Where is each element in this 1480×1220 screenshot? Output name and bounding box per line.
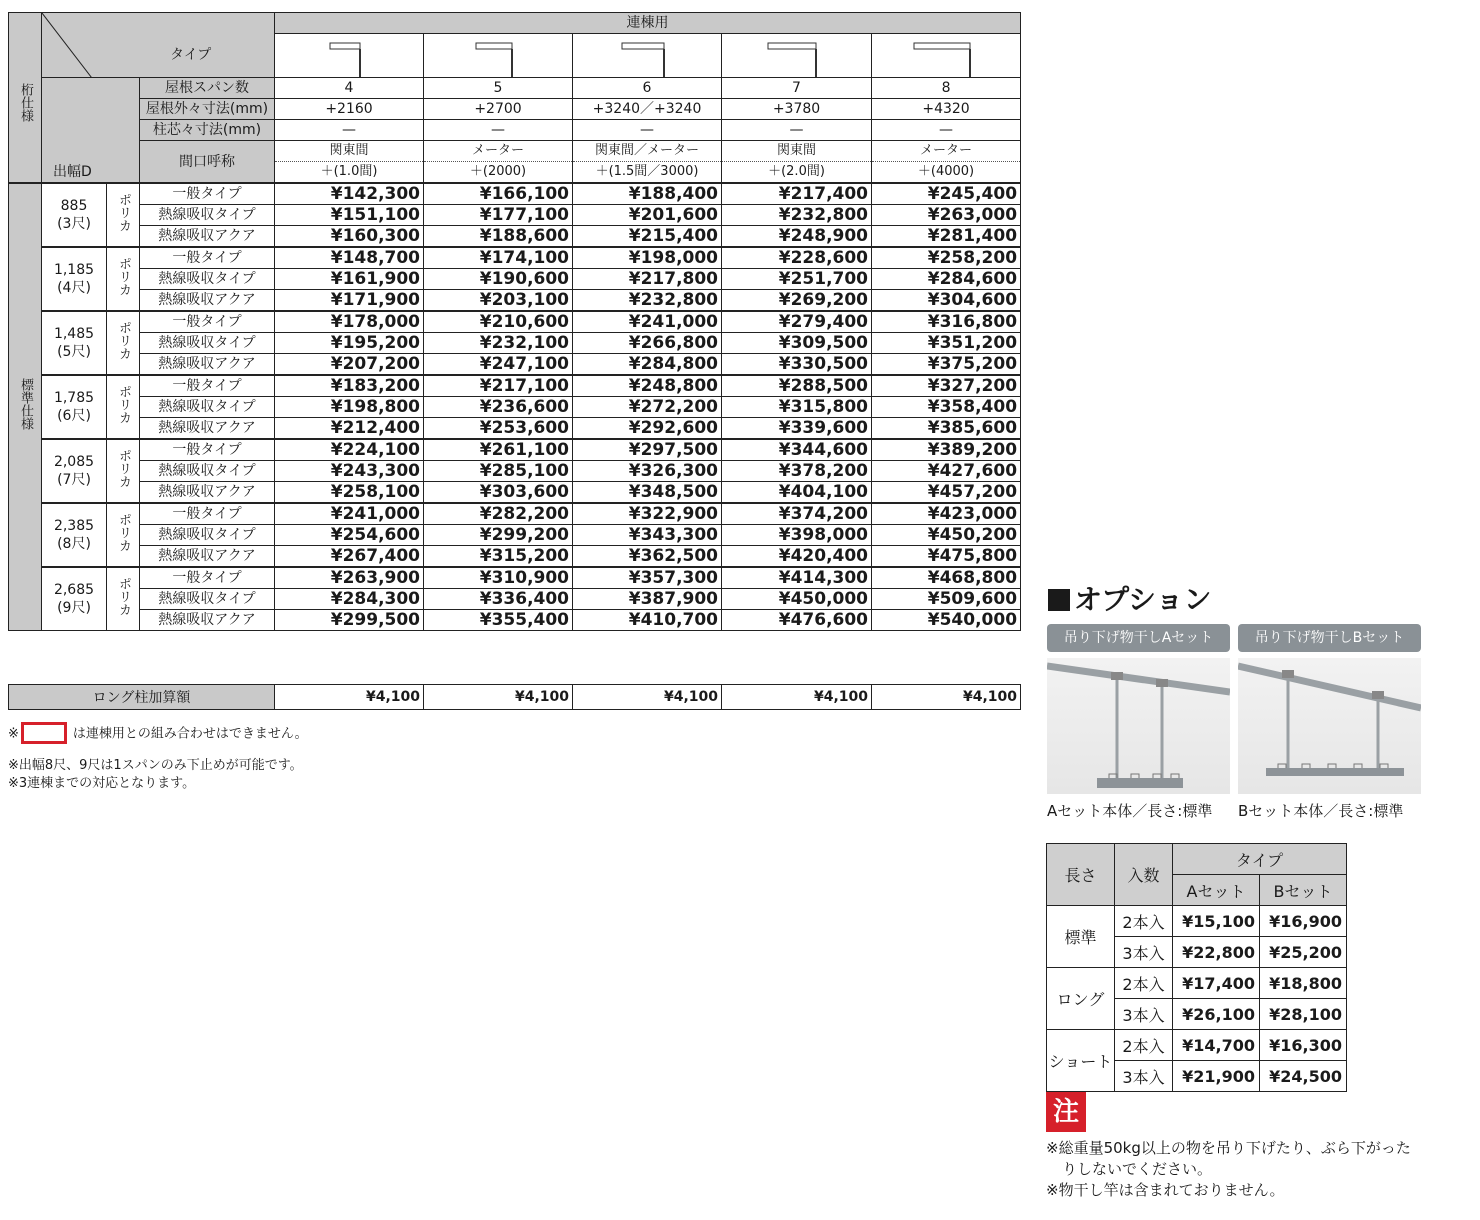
long-post-label: ロング柱加算額 [9, 685, 275, 710]
post-dim: — [275, 120, 424, 141]
price-row [9, 354, 1021, 376]
price-cell: ¥212,400 [275, 418, 424, 440]
price-cell: ¥327,200 [872, 375, 1021, 397]
opt-price-b: ¥16,300 [1260, 1030, 1347, 1061]
price-row [9, 418, 1021, 440]
roof-type-label: 一般タイプ [140, 375, 275, 397]
price-cell: ¥198,800 [275, 397, 424, 418]
price-cell: ¥420,400 [722, 546, 872, 568]
price-cell: ¥263,900 [275, 567, 424, 589]
price-cell: ¥414,300 [722, 567, 872, 589]
option-b-caption: Bセット本体／長さ:標準 [1238, 802, 1404, 820]
price-row [9, 375, 1021, 397]
material-cell: ポリカ [107, 567, 140, 631]
post-dim: — [722, 120, 872, 141]
price-cell: ¥476,600 [722, 610, 872, 631]
price-cell: ¥284,600 [872, 269, 1021, 290]
price-cell: ¥423,000 [872, 503, 1021, 525]
price-cell: ¥427,600 [872, 461, 1021, 482]
price-cell: ¥207,200 [275, 354, 424, 376]
note-stop: ※出幅8尺、9尺は1スパンのみ下止めが可能です。 [8, 758, 303, 773]
price-cell: ¥385,600 [872, 418, 1021, 440]
price-cell: ¥217,800 [573, 269, 722, 290]
price-cell: ¥258,100 [275, 482, 424, 504]
h-qty: 入数 [1115, 844, 1173, 906]
depth-shaku: (8尺) [57, 536, 91, 552]
opt-price-b: ¥16,900 [1260, 906, 1347, 937]
price-cell: ¥330,500 [722, 354, 872, 376]
price-cell: ¥243,300 [275, 461, 424, 482]
option-b-tag: 吊り下げ物干しBセット [1238, 624, 1421, 652]
opt-qty: 2本入 [1115, 968, 1173, 999]
long-post-price: ¥4,100 [573, 685, 722, 710]
price-cell: ¥254,600 [275, 525, 424, 546]
opt-price-a: ¥15,100 [1173, 906, 1260, 937]
type-label: タイプ [170, 47, 212, 63]
note-limit: ※3連棟までの対応となります。 [8, 776, 196, 791]
price-cell: ¥509,600 [872, 589, 1021, 610]
opt-qty: 2本入 [1115, 1030, 1173, 1061]
price-cell: ¥457,200 [872, 482, 1021, 504]
roof-type-label: 一般タイプ [140, 503, 275, 525]
price-cell: ¥232,100 [424, 333, 573, 354]
price-cell: ¥348,500 [573, 482, 722, 504]
roof-type-label: 熱線吸収タイプ [140, 461, 275, 482]
price-row [9, 546, 1021, 568]
price-cell: ¥248,800 [573, 375, 722, 397]
price-cell: ¥232,800 [722, 205, 872, 226]
keta-spec-label: 桁仕様 [9, 13, 42, 184]
roof-type-label: 熱線吸収タイプ [140, 269, 275, 290]
price-cell: ¥281,400 [872, 226, 1021, 248]
price-cell: ¥217,100 [424, 375, 573, 397]
outer-dim: +3240／+3240 [573, 99, 722, 120]
renmune-header: 連棟用 [275, 13, 1021, 34]
depth-cell [42, 183, 107, 247]
price-cell: ¥215,400 [573, 226, 722, 248]
price-row [9, 290, 1021, 312]
price-cell: ¥326,300 [573, 461, 722, 482]
post-dim: — [424, 120, 573, 141]
price-cell: ¥387,900 [573, 589, 722, 610]
depth-mm: 1,785 [53, 390, 95, 406]
caution-line: ※総重量50kg以上の物を吊り下げたり、ぶら下がった [1046, 1139, 1411, 1157]
depth-mm: 885 [60, 198, 88, 214]
price-cell: ¥304,600 [872, 290, 1021, 312]
option-a-caption: Aセット本体／長さ:標準 [1047, 802, 1213, 820]
roof-type-label: 熱線吸収アクア [140, 354, 275, 376]
price-cell: ¥292,600 [573, 418, 722, 440]
depth-cell [42, 375, 107, 439]
price-cell: ¥201,600 [573, 205, 722, 226]
price-cell: ¥362,500 [573, 546, 722, 568]
price-cell: ¥253,600 [424, 418, 573, 440]
price-cell: ¥198,000 [573, 247, 722, 269]
caution-mark: 注 [1046, 1092, 1086, 1132]
price-cell: ¥247,100 [424, 354, 573, 376]
option-price-table [1046, 843, 1347, 1092]
price-cell: ¥468,800 [872, 567, 1021, 589]
depth-cell [42, 311, 107, 375]
diagonal-header-cell [42, 13, 275, 78]
opt-qty: 2本入 [1115, 906, 1173, 937]
roof-type-label: 一般タイプ [140, 247, 275, 269]
square-icon [1048, 589, 1070, 611]
maguchi-name: 関東間 [275, 141, 424, 162]
maguchi-name: メーター [872, 141, 1021, 162]
depth-cell [42, 567, 107, 631]
price-cell: ¥177,100 [424, 205, 573, 226]
price-cell: ¥303,600 [424, 482, 573, 504]
depth-shaku: (5尺) [57, 344, 91, 360]
price-cell: ¥241,000 [573, 311, 722, 333]
price-cell: ¥299,500 [275, 610, 424, 631]
h-length: 長さ [1047, 844, 1115, 906]
price-row [9, 311, 1021, 333]
price-cell: ¥142,300 [275, 183, 424, 205]
depth-shaku: (6尺) [57, 408, 91, 424]
maguchi-name: メーター [424, 141, 573, 162]
price-row [9, 610, 1021, 631]
caution-line: りしないでください。 [1062, 1160, 1213, 1178]
long-post-price: ¥4,100 [872, 685, 1021, 710]
long-post-price: ¥4,100 [424, 685, 573, 710]
price-cell: ¥344,600 [722, 439, 872, 461]
depth-cell [42, 247, 107, 311]
long-post-table [8, 684, 1021, 710]
price-cell: ¥378,200 [722, 461, 872, 482]
depth-shaku: (4尺) [57, 280, 91, 296]
price-cell: ¥316,800 [872, 311, 1021, 333]
price-cell: ¥351,200 [872, 333, 1021, 354]
price-cell: ¥297,500 [573, 439, 722, 461]
price-cell: ¥241,000 [275, 503, 424, 525]
price-cell: ¥357,300 [573, 567, 722, 589]
price-cell: ¥160,300 [275, 226, 424, 248]
opt-price-b: ¥25,200 [1260, 937, 1347, 968]
material-cell: ポリカ [107, 247, 140, 311]
opt-length: 標準 [1047, 906, 1115, 968]
opt-length: ショート [1047, 1030, 1115, 1092]
price-row [9, 525, 1021, 546]
opt-qty: 3本入 [1115, 999, 1173, 1030]
price-cell: ¥267,400 [275, 546, 424, 568]
outer-dim: +2700 [424, 99, 573, 120]
price-cell: ¥299,200 [424, 525, 573, 546]
roof-type-label: 熱線吸収タイプ [140, 397, 275, 418]
depth-shaku: (7尺) [57, 472, 91, 488]
opt-price-a: ¥22,800 [1173, 937, 1260, 968]
price-cell: ¥210,600 [424, 311, 573, 333]
opt-price-b: ¥28,100 [1260, 999, 1347, 1030]
maguchi-name: 関東間 [722, 141, 872, 162]
price-cell: ¥374,200 [722, 503, 872, 525]
price-row [9, 205, 1021, 226]
depth-cell [42, 503, 107, 567]
price-cell: ¥171,900 [275, 290, 424, 312]
price-cell: ¥203,100 [424, 290, 573, 312]
span-icon-5 [424, 34, 573, 78]
opt-price-a: ¥26,100 [1173, 999, 1260, 1030]
price-cell: ¥245,400 [872, 183, 1021, 205]
price-cell: ¥279,400 [722, 311, 872, 333]
price-cell: ¥410,700 [573, 610, 722, 631]
caution-text [1046, 1138, 1411, 1201]
price-table [8, 12, 1021, 631]
opt-price-a: ¥14,700 [1173, 1030, 1260, 1061]
price-cell: ¥315,200 [424, 546, 573, 568]
price-cell: ¥285,100 [424, 461, 573, 482]
price-cell: ¥174,100 [424, 247, 573, 269]
price-cell: ¥450,000 [722, 589, 872, 610]
price-cell: ¥309,500 [722, 333, 872, 354]
span-count: 5 [424, 78, 573, 99]
price-cell: ¥248,900 [722, 226, 872, 248]
price-cell: ¥224,100 [275, 439, 424, 461]
roof-type-label: 一般タイプ [140, 567, 275, 589]
price-cell: ¥404,100 [722, 482, 872, 504]
price-cell: ¥315,800 [722, 397, 872, 418]
price-cell: ¥375,200 [872, 354, 1021, 376]
price-cell: ¥195,200 [275, 333, 424, 354]
maguchi-size: ＋(2.0間) [722, 162, 872, 184]
options-title: オプション [1048, 578, 1211, 618]
caution-line: ※物干し竿は含まれておりません。 [1046, 1181, 1285, 1199]
opt-qty: 3本入 [1115, 937, 1173, 968]
long-post-price: ¥4,100 [722, 685, 872, 710]
depth-mm: 1,485 [53, 326, 95, 342]
price-row [9, 503, 1021, 525]
price-cell: ¥166,100 [424, 183, 573, 205]
roof-type-label: 熱線吸収アクア [140, 418, 275, 440]
material-cell: ポリカ [107, 439, 140, 503]
outer-dim-label: 屋根外々寸法(mm) [140, 99, 275, 120]
price-cell: ¥475,800 [872, 546, 1021, 568]
price-cell: ¥258,200 [872, 247, 1021, 269]
h-a: Aセット [1173, 875, 1260, 906]
price-cell: ¥161,900 [275, 269, 424, 290]
price-cell: ¥288,500 [722, 375, 872, 397]
price-cell: ¥322,900 [573, 503, 722, 525]
standard-spec-label: 標準仕様 [9, 183, 42, 631]
price-row [9, 247, 1021, 269]
span-icon-6 [573, 34, 722, 78]
price-cell: ¥269,200 [722, 290, 872, 312]
depth-mm: 2,385 [53, 518, 95, 534]
opt-price-a: ¥21,900 [1173, 1061, 1260, 1092]
maguchi-size: ＋(2000) [424, 162, 573, 184]
roof-type-label: 熱線吸収タイプ [140, 333, 275, 354]
price-cell: ¥151,100 [275, 205, 424, 226]
price-row [9, 482, 1021, 504]
price-cell: ¥266,800 [573, 333, 722, 354]
opt-length: ロング [1047, 968, 1115, 1030]
depth-shaku: (3尺) [57, 216, 91, 232]
price-row [9, 183, 1021, 205]
depth-shaku: (9尺) [57, 600, 91, 616]
roof-type-label: 熱線吸収アクア [140, 482, 275, 504]
price-cell: ¥398,000 [722, 525, 872, 546]
red-box-icon [21, 722, 67, 744]
depth-mm: 2,685 [53, 582, 95, 598]
price-row [9, 439, 1021, 461]
maguchi-size: ＋(1.0間) [275, 162, 424, 184]
maguchi-name: 関東間／メーター [573, 141, 722, 162]
price-cell: ¥263,000 [872, 205, 1021, 226]
price-cell: ¥310,900 [424, 567, 573, 589]
span-count: 7 [722, 78, 872, 99]
debaba-label: 出幅D [42, 78, 140, 184]
span-count: 4 [275, 78, 424, 99]
roof-type-label: 一般タイプ [140, 311, 275, 333]
price-cell: ¥540,000 [872, 610, 1021, 631]
material-cell: ポリカ [107, 183, 140, 247]
price-row [9, 589, 1021, 610]
long-post-price: ¥4,100 [275, 685, 424, 710]
maguchi-size: ＋(4000) [872, 162, 1021, 184]
price-cell: ¥228,600 [722, 247, 872, 269]
opt-price-b: ¥24,500 [1260, 1061, 1347, 1092]
roof-type-label: 一般タイプ [140, 439, 275, 461]
roof-type-label: 一般タイプ [140, 183, 275, 205]
depth-mm: 1,185 [53, 262, 95, 278]
price-cell: ¥282,200 [424, 503, 573, 525]
price-cell: ¥148,700 [275, 247, 424, 269]
span-count: 8 [872, 78, 1021, 99]
span-icon-4 [275, 34, 424, 78]
depth-mm: 2,085 [53, 454, 95, 470]
span-icon-7 [722, 34, 872, 78]
price-cell: ¥284,800 [573, 354, 722, 376]
price-cell: ¥389,200 [872, 439, 1021, 461]
diagonal-line [42, 13, 275, 78]
price-cell: ¥336,400 [424, 589, 573, 610]
span-count: 6 [573, 78, 722, 99]
price-cell: ¥355,400 [424, 610, 573, 631]
price-cell: ¥183,200 [275, 375, 424, 397]
price-cell: ¥358,400 [872, 397, 1021, 418]
price-row [9, 397, 1021, 418]
price-cell: ¥450,200 [872, 525, 1021, 546]
price-cell: ¥190,600 [424, 269, 573, 290]
post-dim: — [573, 120, 722, 141]
price-row [9, 269, 1021, 290]
depth-cell [42, 439, 107, 503]
outer-dim: +2160 [275, 99, 424, 120]
material-cell: ポリカ [107, 311, 140, 375]
price-row [9, 226, 1021, 248]
price-cell: ¥217,400 [722, 183, 872, 205]
outer-dim: +4320 [872, 99, 1021, 120]
post-dim: — [872, 120, 1021, 141]
price-cell: ¥251,700 [722, 269, 872, 290]
price-cell: ¥188,600 [424, 226, 573, 248]
option-b-photo [1238, 658, 1421, 794]
opt-price-a: ¥17,400 [1173, 968, 1260, 999]
maguchi-size: ＋(1.5間／3000) [573, 162, 722, 184]
price-cell: ¥178,000 [275, 311, 424, 333]
price-cell: ¥232,800 [573, 290, 722, 312]
span-icon-8 [872, 34, 1021, 78]
price-row [9, 567, 1021, 589]
price-cell: ¥343,300 [573, 525, 722, 546]
price-cell: ¥261,100 [424, 439, 573, 461]
opt-qty: 3本入 [1115, 1061, 1173, 1092]
option-a-tag: 吊り下げ物干しAセット [1047, 624, 1230, 652]
roof-type-label: 熱線吸収タイプ [140, 589, 275, 610]
price-row [9, 333, 1021, 354]
opt-price-b: ¥18,800 [1260, 968, 1347, 999]
price-cell: ¥272,200 [573, 397, 722, 418]
roof-type-label: 熱線吸収タイプ [140, 525, 275, 546]
price-cell: ¥188,400 [573, 183, 722, 205]
roof-type-label: 熱線吸収アクア [140, 610, 275, 631]
outer-dim: +3780 [722, 99, 872, 120]
roof-type-label: 熱線吸収アクア [140, 226, 275, 248]
price-row [9, 461, 1021, 482]
h-type: タイプ [1173, 844, 1347, 875]
price-cell: ¥339,600 [722, 418, 872, 440]
post-dim-label: 柱芯々寸法(mm) [140, 120, 275, 141]
note-combination: ※ は連棟用との組み合わせはできません。 [8, 722, 308, 746]
roof-type-label: 熱線吸収タイプ [140, 205, 275, 226]
roof-type-label: 熱線吸収アクア [140, 290, 275, 312]
material-cell: ポリカ [107, 503, 140, 567]
span-count-label: 屋根スパン数 [140, 78, 275, 99]
price-cell: ¥236,600 [424, 397, 573, 418]
roof-type-label: 熱線吸収アクア [140, 546, 275, 568]
material-cell: ポリカ [107, 375, 140, 439]
h-b: Bセット [1260, 875, 1347, 906]
price-cell: ¥284,300 [275, 589, 424, 610]
maguchi-label: 間口呼称 [140, 141, 275, 184]
option-a-photo [1047, 658, 1230, 794]
